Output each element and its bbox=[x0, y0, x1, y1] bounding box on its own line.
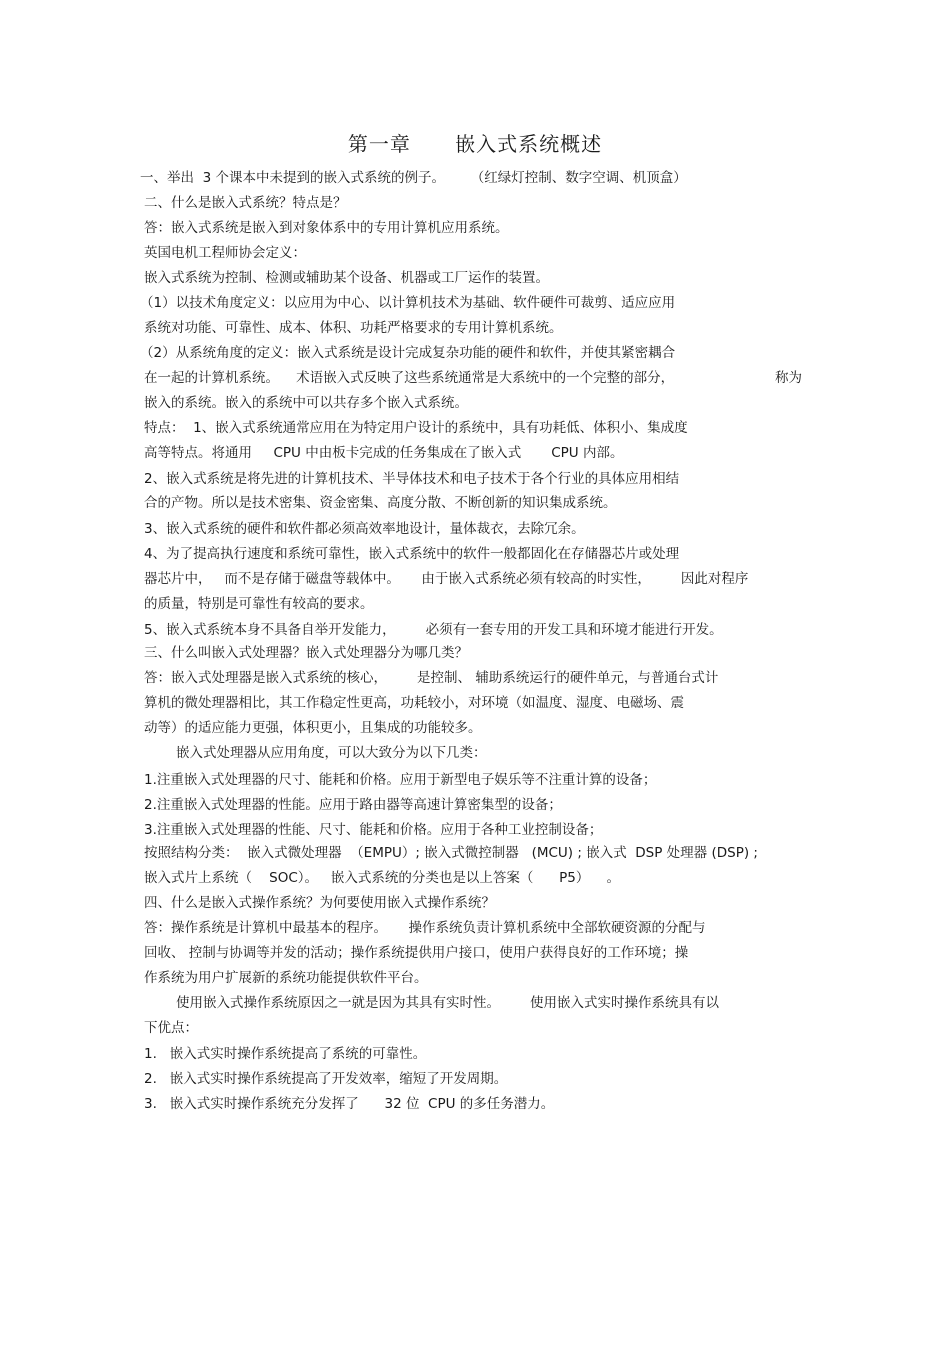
list-item: 2. 嵌入式实时操作系统提高了开发效率，缩短了开发周期。 bbox=[144, 1071, 508, 1087]
text-line: 2.注重嵌入式处理器的性能。应用于路由器等高速计算密集型的设备； bbox=[144, 797, 562, 813]
text-line: 下优点： bbox=[144, 1020, 198, 1036]
text-line: 3.注重嵌入式处理器的性能、尺寸、能耗和价格。应用于各种工业控制设备； bbox=[144, 822, 603, 838]
text-line-tail: 称为 bbox=[775, 370, 802, 386]
text-line: 按照结构分类： 嵌入式微处理器 （EMPU）; 嵌入式微控制器 (MCU) ; 嵌入式 DSP 处理器 (DSP) ; bbox=[144, 845, 758, 861]
text-line: 动等）的适应能力更强，体积更小，且集成的功能较多。 bbox=[144, 720, 482, 736]
answer-3: 答：嵌入式处理器是嵌入式系统的核心， 是控制、 辅助系统运行的硬件单元，与普通台式计 bbox=[144, 670, 719, 686]
text-line: 的质量，特别是可靠性有较高的要求。 bbox=[144, 596, 374, 612]
text-line: 使用嵌入式操作系统原因之一就是因为其具有实时性。 使用嵌入式实时操作系统具有以 bbox=[176, 995, 720, 1011]
text-line: （2）从系统角度的定义：嵌入式系统是设计完成复杂功能的硬件和软件，并使其紧密耦合 bbox=[140, 345, 676, 361]
text-line: 2、嵌入式系统是将先进的计算机技术、半导体技术和电子技术于各个行业的具体应用相结 bbox=[144, 471, 680, 487]
text-line: 1.注重嵌入式处理器的尺寸、能耗和价格。应用于新型电子娱乐等不注重计算的设备； bbox=[144, 772, 657, 788]
text-line: 特点： 1、嵌入式系统通常应用在为特定用户设计的系统中，具有功耗低、体积小、集成度 bbox=[144, 420, 688, 436]
text-line: 算机的微处理器相比，其工作稳定性更高，功耗较小，对环境（如温度、湿度、电磁场、震 bbox=[144, 695, 684, 711]
text-line: 高等特点。将通用 CPU 中由板卡完成的任务集成在了嵌入式 CPU 内部。 bbox=[144, 445, 624, 461]
text-line: 作系统为用户扩展新的系统功能提供软件平台。 bbox=[144, 970, 428, 986]
text-line: 4、为了提高执行速度和系统可靠性，嵌入式系统中的软件一般都固化在存储器芯片或处理 bbox=[144, 546, 680, 562]
list-item: 3. 嵌入式实时操作系统充分发挥了 32 位 CPU 的多任务潜力。 bbox=[144, 1096, 555, 1112]
text-line: 器芯片中， 而不是存储于磁盘等载体中。 由于嵌入式系统必须有较高的时实性， 因此对程序 bbox=[144, 571, 749, 587]
question-2: 二、什么是嵌入式系统？特点是？ bbox=[144, 195, 347, 211]
text-line: （1）以技术角度定义：以应用为中心、以计算机技术为基础、软件硬件可裁剪、适应应用 bbox=[140, 295, 676, 311]
text-line: 3、嵌入式系统的硬件和软件都必须高效率地设计，量体裁衣，去除冗余。 bbox=[144, 521, 585, 537]
answer-2: 答：嵌入式系统是嵌入到对象体系中的专用计算机应用系统。 bbox=[144, 220, 509, 236]
chapter-title: 第一章 嵌入式系统概述 bbox=[347, 132, 603, 156]
text-line: 在一起的计算机系统。 术语嵌入式反映了这些系统通常是大系统中的一个完整的部分， bbox=[144, 370, 675, 386]
text-line: 合的产物。所以是技术密集、资金密集、高度分散、不断创新的知识集成系统。 bbox=[144, 495, 617, 511]
text-line: 嵌入式系统为控制、检测或辅助某个设备、机器或工厂运作的装置。 bbox=[144, 270, 549, 286]
question-1: 一、举出 3 个课本中未提到的嵌入式系统的例子。 （红绿灯控制、数字空调、机顶盒） bbox=[140, 170, 687, 186]
text-line: 5、嵌入式系统本身不具备自举开发能力， 必须有一套专用的开发工具和环境才能进行开发。 bbox=[144, 622, 723, 638]
answer-4: 答：操作系统是计算机中最基本的程序。 操作系统负责计算机系统中全部软硬资源的分配与 bbox=[144, 920, 706, 936]
text-line: 回收、 控制与协调等并发的活动；操作系统提供用户接口，使用户获得良好的工作环境；操 bbox=[144, 945, 689, 961]
text-line: 嵌入式片上系统（ SOC）。 嵌入式系统的分类也是以上答案（ P5） 。 bbox=[144, 870, 621, 886]
list-item: 1. 嵌入式实时操作系统提高了系统的可靠性。 bbox=[144, 1046, 427, 1062]
text-line: 英国电机工程师协会定义： bbox=[144, 245, 306, 261]
text-line: 系统对功能、可靠性、成本、体积、功耗严格要求的专用计算机系统。 bbox=[144, 320, 563, 336]
question-4: 四、什么是嵌入式操作系统？为何要使用嵌入式操作系统？ bbox=[144, 895, 495, 911]
question-3: 三、什么叫嵌入式处理器？嵌入式处理器分为哪几类？ bbox=[144, 645, 468, 661]
text-line: 嵌入的系统。嵌入的系统中可以共存多个嵌入式系统。 bbox=[144, 395, 468, 411]
text-line: 嵌入式处理器从应用角度，可以大致分为以下几类： bbox=[176, 745, 487, 761]
